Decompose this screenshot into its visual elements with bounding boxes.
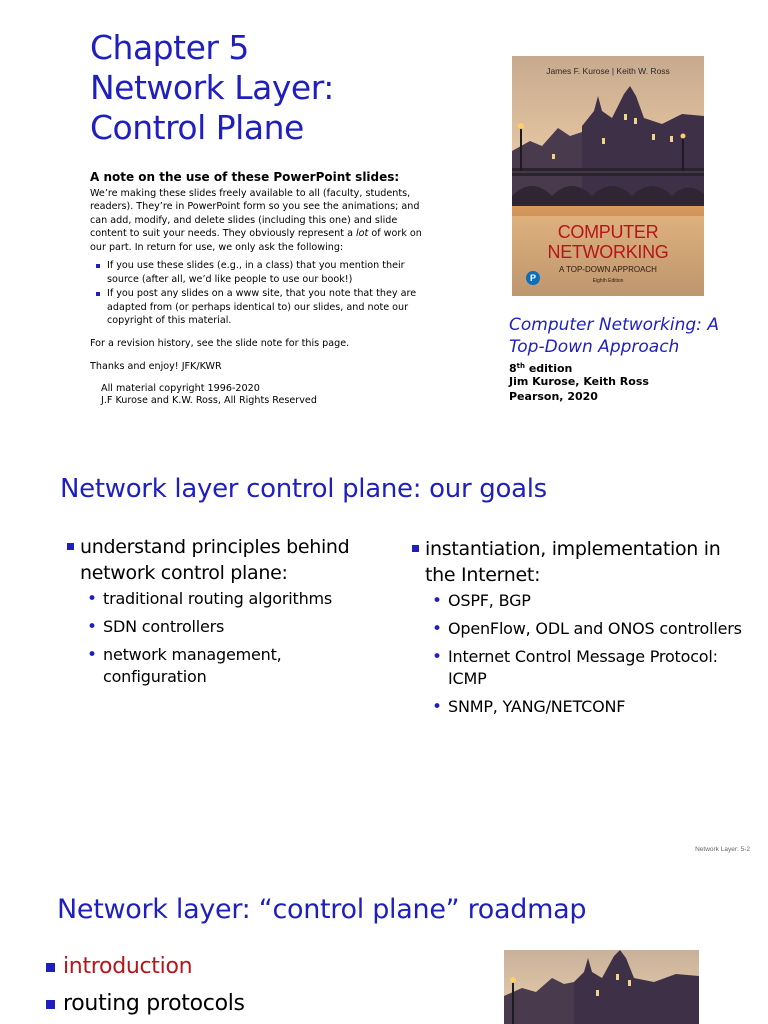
usage-note-list	[96, 259, 418, 329]
usage-note-item: If you post any slides on a www site, that you note that they are adapted from (or perhaps identical to) our slides, and note our copyright of this material.	[96, 287, 418, 328]
slide-title	[0, 0, 768, 432]
goal-main-bullet: instantiation, implementation in the Internet:	[409, 536, 754, 588]
edition-number: 8	[509, 362, 517, 375]
goal-sub-list	[86, 588, 364, 688]
note-emphasis: lot	[356, 228, 369, 240]
cover-subtitle: A TOP-DOWN APPROACH	[559, 265, 657, 274]
thanks-note: Thanks and enjoy! JFK/KWR	[90, 361, 222, 372]
goal-sub-bullet: • OSPF, BGP	[431, 590, 754, 612]
slide-goals	[0, 434, 768, 866]
copyright-line: All material copyright 1996-2020	[101, 383, 260, 394]
roadmap-illustration	[504, 950, 699, 1024]
goal-sub-bullet: • Internet Control Message Protocol: ICMP	[431, 646, 754, 690]
cover-authors: James F. Kurose | Keith W. Ross	[546, 66, 670, 76]
roadmap-item: introduction	[46, 954, 192, 979]
copyright-note	[101, 383, 317, 406]
note-text: of work on our part. In return for use, we only ask the following:	[90, 228, 422, 253]
goal-main-bullet: understand principles behind network control plane:	[64, 534, 364, 586]
cover-title-line: COMPUTER	[557, 222, 659, 242]
book-cover-image	[512, 56, 704, 296]
goal-sub-bullet: • SNMP, YANG/NETCONF	[431, 696, 754, 718]
cover-title-line: NETWORKING	[547, 242, 669, 262]
goal-sub-list	[431, 590, 754, 718]
slide-roadmap	[0, 868, 768, 1024]
book-authors: Jim Kurose, Keith Ross	[509, 375, 649, 388]
slide-title: Network layer: “control plane” roadmap	[57, 894, 587, 925]
goals-left-column	[64, 534, 364, 694]
revision-note: For a revision history, see the slide note for this page.	[90, 338, 350, 349]
roadmap-item: routing protocols	[46, 991, 245, 1016]
usage-note-heading: A note on the use of these PowerPoint slides:	[90, 170, 400, 184]
title-line: Chapter 5	[90, 28, 249, 67]
publisher-logo-icon: P	[526, 271, 540, 285]
title-line: Network Layer:	[90, 68, 334, 107]
chapter-title	[90, 28, 470, 148]
usage-note-item: If you use these slides (e.g., in a class) that you mention their source (after all, we’d like people to use our book!)	[96, 259, 418, 286]
book-publisher: Pearson, 2020	[509, 390, 598, 403]
goals-right-column	[409, 536, 754, 724]
goal-sub-bullet: • SDN controllers	[86, 616, 364, 638]
title-line: Control Plane	[90, 108, 304, 147]
note-text: We’re making these slides freely available to all (faculty, students, readers). They’re in PowerPoint form so you see the animations; and can add, modify, and delete slides (including this one) and slide content to suit your needs. They obviously represent a	[90, 188, 420, 240]
book-title: Computer Networking: A Top-Down Approach	[509, 315, 719, 357]
copyright-line: J.F Kurose and K.W. Ross, All Rights Reserved	[101, 394, 317, 406]
goal-sub-bullet: • network management, configuration	[86, 644, 364, 688]
roadmap-image	[504, 950, 699, 1024]
usage-note-paragraph	[90, 187, 422, 254]
edition-suffix: th	[516, 362, 525, 370]
cover-title	[512, 222, 704, 262]
edition-label: edition	[525, 362, 573, 375]
cover-edition: Eighth Edition	[592, 278, 624, 284]
slide-footer: Network Layer: 5-2	[695, 846, 750, 853]
slide-title: Network layer control plane: our goals	[60, 474, 547, 504]
goal-sub-bullet: • OpenFlow, ODL and ONOS controllers	[431, 618, 754, 640]
goal-sub-bullet: • traditional routing algorithms	[86, 588, 364, 610]
